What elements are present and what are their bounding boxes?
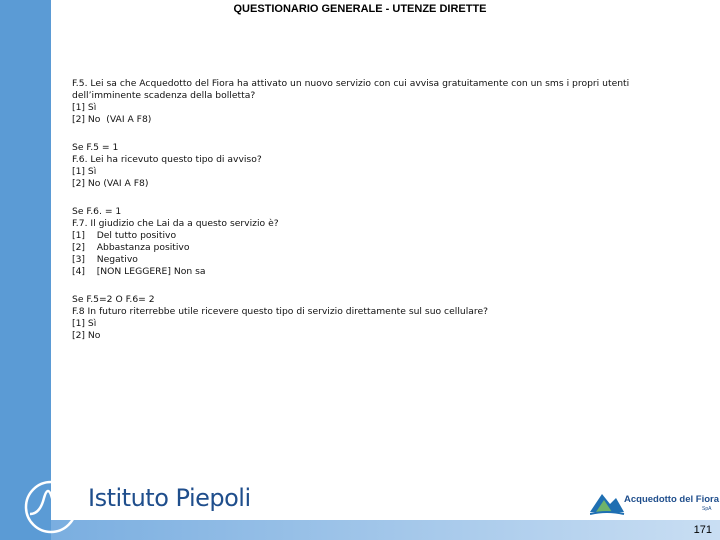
- answer-option: [4] [NON LEGGERE] Non sa: [72, 266, 206, 277]
- acquedotto-logo-sub: SpA: [702, 506, 712, 512]
- question-text: F.7. Il giudizio che Lai da a questo servizio è?: [72, 218, 279, 229]
- answer-option: [1] Del tutto positivo: [72, 230, 177, 241]
- answer-option: [1] Sì: [72, 318, 97, 329]
- piepoli-logo-text: Istituto Piepoli: [88, 484, 251, 512]
- acquedotto-logo-text: Acquedotto del Fiora: [624, 494, 719, 505]
- answer-option: [2] Abbastanza positivo: [72, 242, 190, 253]
- answer-option: [2] No (VAI A F8): [72, 178, 149, 189]
- filter-condition: Se F.5 = 1: [72, 142, 119, 153]
- answer-option: [1] Sì: [72, 102, 97, 113]
- left-sidebar-band: [0, 0, 51, 540]
- filter-condition: Se F.6. = 1: [72, 206, 122, 217]
- question-block-f8: [72, 294, 682, 342]
- answer-option: [2] No: [72, 330, 101, 341]
- question-text: F.6. Lei ha ricevuto questo tipo di avviso?: [72, 154, 262, 165]
- question-text: F.8 In futuro riterrebbe utile ricevere questo tipo di servizio direttamente sul suo cellulare?: [72, 306, 488, 317]
- answer-option: [3] Negativo: [72, 254, 138, 265]
- filter-condition: Se F.5=2 O F.6= 2: [72, 294, 155, 305]
- question-block-f5: [72, 78, 682, 126]
- answer-option: [2] No (VAI A F8): [72, 114, 152, 125]
- question-block-f6: [72, 142, 682, 190]
- question-text: F.5. Lei sa che Acquedotto del Fiora ha attivato un nuovo servizio con cui avvisa gratuitamente con un sms i propri utenti dell’imminente scadenza della bolletta?: [72, 78, 630, 101]
- answer-option: [1] Sì: [72, 166, 97, 177]
- slide-title: QUESTIONARIO GENERALE - UTENZE DIRETTE: [233, 3, 487, 15]
- page-number: 171: [693, 524, 712, 536]
- question-block-f7: [72, 206, 682, 278]
- questionnaire-body: [72, 78, 682, 358]
